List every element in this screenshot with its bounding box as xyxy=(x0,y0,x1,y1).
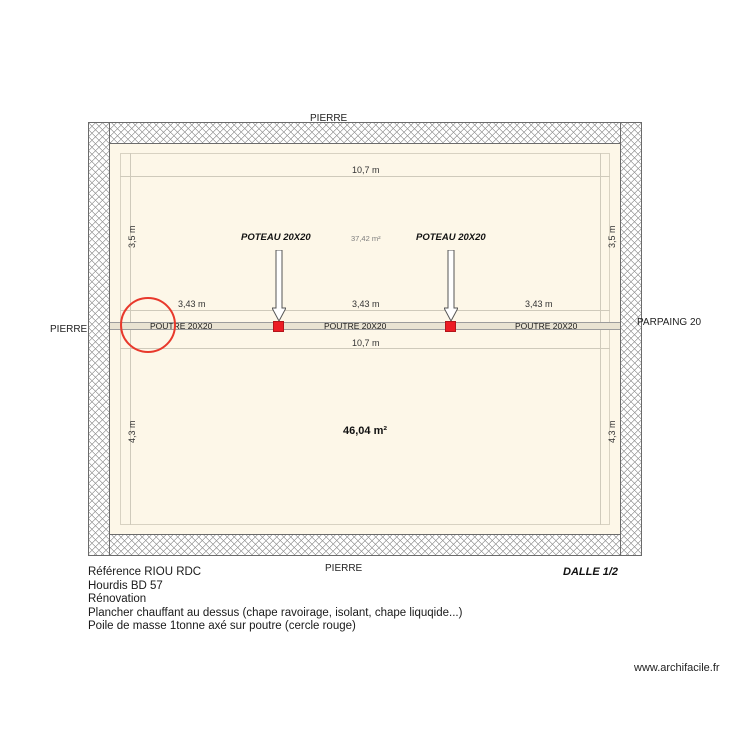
note-line-5: Poile de masse 1tonne axé sur poutre (cercle rouge) xyxy=(88,620,356,632)
website-label: www.archifacile.fr xyxy=(634,662,720,674)
beam-label-2: POUTRE 20X20 xyxy=(324,321,387,331)
dim-guide-right-upper xyxy=(600,153,601,323)
area-lower: 46,04 m² xyxy=(343,425,388,437)
arrow-to-post-1 xyxy=(272,250,286,322)
dim-guide-mid xyxy=(120,348,610,349)
wall-label-bottom: PIERRE xyxy=(325,563,363,574)
note-line-4: Plancher chauffant au dessus (chape ravoirage, isolant, chape liquqide...) xyxy=(88,606,463,619)
dimension-right-upper: 3,5 m xyxy=(607,225,617,248)
arrow-to-post-2 xyxy=(444,250,458,322)
wall-top xyxy=(88,122,642,144)
dimension-span-1: 3,43 m xyxy=(178,299,206,309)
dim-guide-right-lower xyxy=(600,330,601,525)
dimension-left-lower: 4,3 m xyxy=(127,420,137,443)
wall-label-top: PIERRE xyxy=(310,113,348,124)
dimension-mid-width: 10,7 m xyxy=(352,338,380,348)
area-upper: 37,42 m² xyxy=(351,234,381,243)
post-label-2: POTEAU 20X20 xyxy=(416,232,486,243)
dalle-label: DALLE 1/2 xyxy=(563,566,619,578)
wall-left xyxy=(88,122,110,556)
dimension-span-2: 3,43 m xyxy=(352,299,380,309)
dim-guide-top xyxy=(120,176,610,177)
red-circle-highlight-icon xyxy=(120,297,176,353)
note-line-2: Hourdis BD 57 xyxy=(88,579,163,592)
post-label-1: POTEAU 20X20 xyxy=(241,232,311,243)
wall-right xyxy=(620,122,642,556)
dimension-top-width: 10,7 m xyxy=(352,165,380,175)
dimension-left-upper: 3,5 m xyxy=(127,225,137,248)
wall-label-left: PIERRE xyxy=(50,324,88,335)
dimension-right-lower: 4,3 m xyxy=(607,420,617,443)
note-line-1: Référence RIOU RDC xyxy=(88,566,202,578)
note-line-3: Rénovation xyxy=(88,593,147,605)
post-marker-1 xyxy=(273,321,284,332)
beam-label-1: POUTRE 20X20 xyxy=(150,321,213,331)
dim-guide-spans xyxy=(120,310,610,311)
plan-notes xyxy=(88,566,462,634)
wall-label-right: PARPAING 20 xyxy=(637,317,702,328)
post-marker-2 xyxy=(445,321,456,332)
beam-label-3: POUTRE 20X20 xyxy=(515,321,578,331)
wall-bottom xyxy=(88,534,642,556)
dimension-span-3: 3,43 m xyxy=(525,299,553,309)
